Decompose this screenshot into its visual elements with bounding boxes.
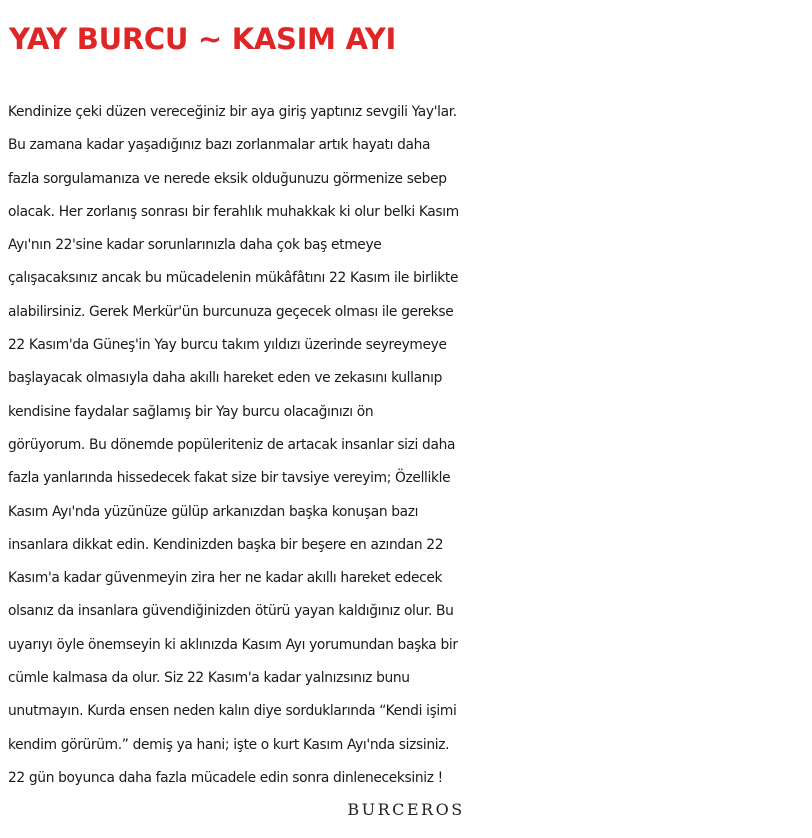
text-line: 22 gün boyunca daha fazla mücadele edin sonra dinleneceksiniz !	[8, 769, 443, 786]
page-title: YAY BURCU ~ KASIM AYI	[9, 22, 396, 56]
text-line: Ayı'nın 22'sine kadar sorunlarınızla daha çok baş etmeye	[8, 237, 382, 254]
text-line: olsanız da insanlara güvendiğinizden ötürü yayan kaldığınız olur. Bu	[8, 603, 454, 620]
text-line: insanlara dikkat edin. Kendinizden başka bir beşere en azından 22	[8, 536, 444, 553]
text-line: Kendinize çeki düzen vereceğiniz bir aya giriş yaptınız sevgili Yay'lar.	[8, 104, 457, 120]
text-line: fazla sorgulamanıza ve nerede eksik olduğunuzu görmenize sebep	[8, 170, 447, 187]
text-line: başlayacak olmasıyla daha akıllı hareket eden ve zekasını kullanıp	[8, 370, 443, 387]
text-line: kendim görürüm.” demiş ya hani; işte o kurt Kasım Ayı'nda sizsiniz.	[8, 736, 450, 753]
text-line: olacak. Her zorlanış sonrası bir ferahlık muhakkak ki olur belki Kasım	[8, 203, 459, 220]
text-line: unutmayın. Kurda ensen neden kalın diye sorduklarında “Kendi işimi	[8, 703, 457, 720]
horoscope-text	[8, 96, 808, 795]
text-line: fazla yanlarında hissedecek fakat size bir tavsiye vereyim; Özellikle	[8, 470, 451, 487]
text-line: Bu zamana kadar yaşadığınız bazı zorlanmalar artık hayatı daha	[8, 137, 431, 154]
text-line: çalışacaksınız ancak bu mücadelenin mükâfâtını 22 Kasım ile birlikte	[8, 270, 459, 287]
text-line: görüyorum. Bu dönemde popüleriteniz de artacak insanlar sizi daha	[8, 436, 456, 453]
text-line: Kasım'a kadar güvenmeyin zira her ne kadar akıllı hareket edecek	[8, 570, 443, 587]
text-line: kendisine faydalar sağlamış bir Yay burcu olacağınızı ön	[8, 403, 374, 420]
text-line: 22 Kasım'da Güneş'in Yay burcu takım yıldızı üzerinde seyreymeye	[8, 337, 447, 354]
text-line: alabilirsiniz. Gerek Merkür'ün burcunuza geçecek olması ile gerekse	[8, 303, 454, 320]
footer-brand: BURCEROS	[347, 800, 465, 819]
text-line: cümle kalmasa da olur. Siz 22 Kasım'a kadar yalnızsınız bunu	[8, 670, 410, 687]
text-line: Kasım Ayı'nda yüzünüze gülüp arkanızdan başka konuşan bazı	[8, 503, 419, 520]
text-line: uyarıyı öyle önemseyin ki aklınızda Kasım Ayı yorumundan başka bir	[8, 636, 458, 653]
